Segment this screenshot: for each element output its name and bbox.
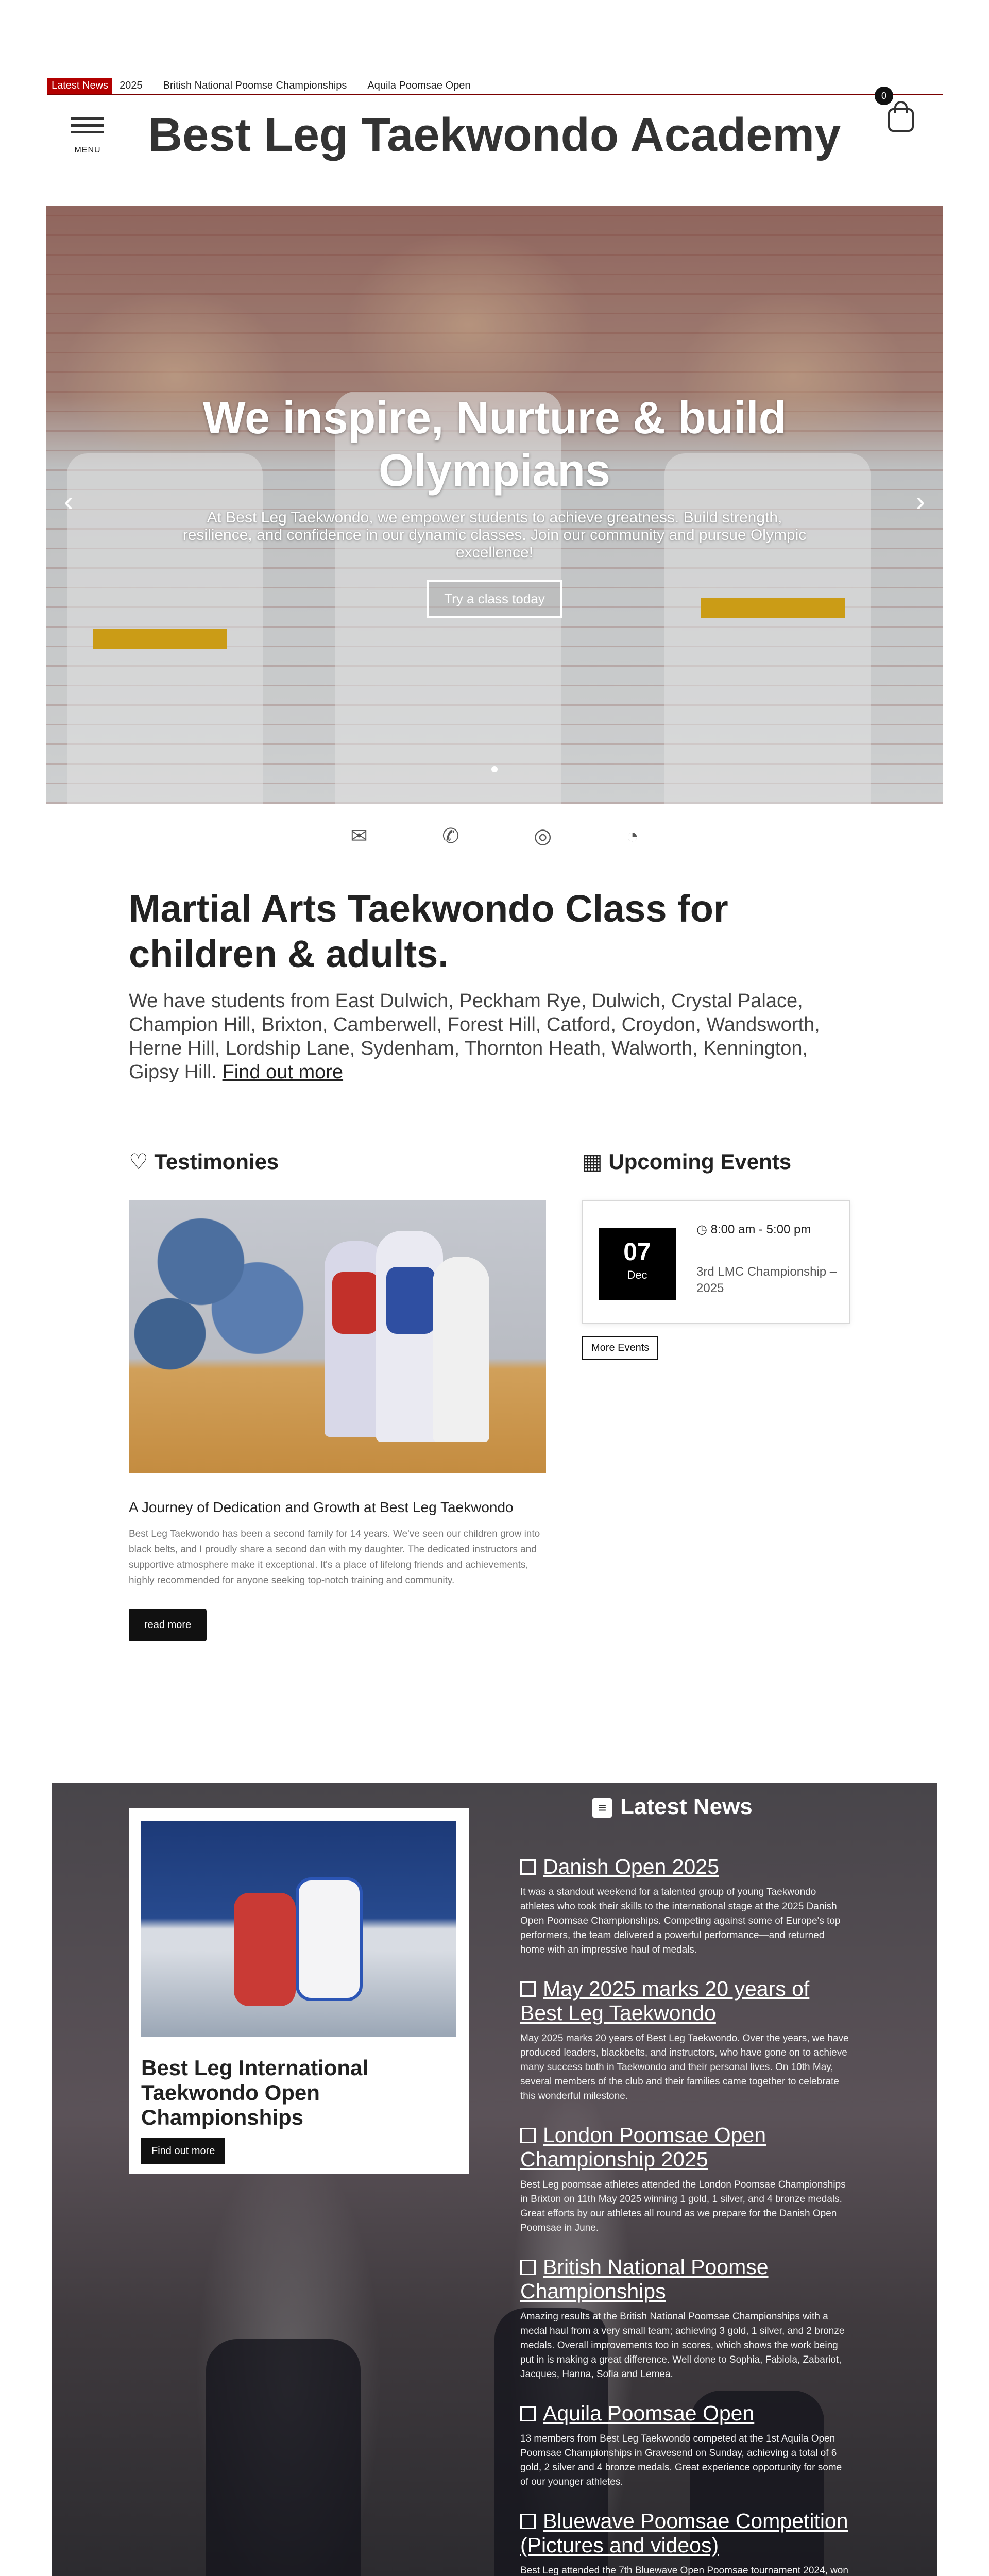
testimony-photo [129, 1200, 546, 1473]
news-item-text: Amazing results at the British National Poomsae Championships with a medal haul from a very small team; achieving 3 gold, 1 silver, and 2 bronze medals. Overall improvements too in scores, which shows the work being put in is making a great difference. Well done to Sophia, Fabiola, Zabariot, Jacques, Hanna, Sofia and Lemea. [520, 2311, 845, 2380]
document-icon [520, 1859, 536, 1875]
news-item[interactable] [520, 2509, 850, 2576]
event-title: 3rd LMC Championship – 2025 [696, 1265, 837, 1295]
slider-dots [46, 766, 943, 775]
news-item-text: 13 members from Best Leg Taekwondo competed at the 1st Aquila Open Poomsae Championships in Gravesend on Sunday, achieving a total of 6 gold, 2 silver and 4 bronze medals. Great experience opportunity for some of our younger athletes. [520, 2433, 842, 2487]
event-card[interactable] [582, 1200, 850, 1324]
testimonies-section [129, 1149, 546, 1641]
document-icon [520, 2406, 536, 2421]
news-item[interactable] [520, 2401, 850, 2489]
intro-text [129, 989, 840, 1084]
news-item-text: Best Leg poomsae athletes attended the London Poomsae Championships in Brixton on 11th May 2025 winning 1 gold, 1 silver, and 4 bronze medals. Great efforts by our athletes all round as we prepare for the Danish Open Poomsae in June. [520, 2179, 846, 2233]
ticker-item[interactable]: 2025 [120, 79, 143, 91]
events-section [582, 1149, 850, 1360]
intro-heading: Martial Arts Taekwondo Class for children & adults. [129, 887, 728, 975]
latest-news-section [52, 1783, 937, 2576]
email-icon[interactable]: ✉ [350, 825, 368, 848]
hero-text: At Best Leg Taekwondo, we empower students to achieve greatness. Build strength, resilience, and confidence in our dynamic classes. Join our community and pursue Olympic excellence! [182, 509, 807, 561]
event-date [599, 1228, 676, 1300]
news-list [520, 1855, 850, 2576]
news-item[interactable] [520, 2123, 850, 2235]
news-item-title[interactable]: Aquila Poomsae Open [543, 2401, 755, 2425]
document-icon [520, 2260, 536, 2275]
chevron-left-icon[interactable]: ‹ [64, 485, 74, 517]
testimonies-title: ♡ Testimonies [129, 1149, 279, 1174]
news-item-text: May 2025 marks 20 years of Best Leg Taekwondo. Over the years, we have produced leaders, blackbelts, and instructors, who have gone on to achieve many success both in Taekwondo and their personal lives. On 10th May, several members of the club and their families came together to celebrate this wonderful milestone. [520, 2033, 849, 2102]
social-links [0, 824, 989, 848]
document-icon [520, 1981, 536, 1997]
cart-count-badge: 0 [875, 87, 893, 105]
phone-icon[interactable]: ✆ [442, 825, 459, 848]
events-title: ▦ Upcoming Events [582, 1149, 792, 1174]
try-class-button[interactable]: Try a class today [427, 580, 562, 618]
site-title[interactable]: Best Leg Taekwondo Academy [148, 109, 841, 161]
event-day: 07 [623, 1239, 651, 1266]
cart-button[interactable] [881, 91, 917, 129]
clock-icon: ◷ [696, 1223, 707, 1236]
intro-section [129, 886, 840, 1084]
news-item[interactable] [520, 1855, 850, 1957]
whatsapp-icon[interactable]: ◔ [626, 825, 639, 848]
event-time: ◷ 8:00 am - 5:00 pm [696, 1223, 811, 1236]
event-month: Dec [627, 1268, 647, 1281]
news-item-title[interactable]: British National Poomse Championships [520, 2255, 769, 2303]
chevron-right-icon[interactable]: › [915, 485, 925, 517]
news-ticker [47, 77, 943, 95]
ticker-item[interactable]: Aquila Poomsae Open [367, 79, 471, 91]
intro-areas: We have students from East Dulwich, Peckham Rye, Dulwich, Crystal Palace, Champion Hill, Brixton, Camberwell, Forest Hill, Catford, Croydon, Wandsworth, Herne Hill, Lordship Lane, Sydenham, Thornton Heath, Walworth, Kennington, Gipsy Hill. [129, 990, 820, 1083]
document-icon [520, 2514, 536, 2529]
shopping-bag-icon [888, 108, 914, 132]
slider-dot[interactable] [491, 766, 498, 772]
find-out-more-link[interactable]: Find out more [222, 1061, 344, 1083]
news-item-title[interactable]: May 2025 marks 20 years of Best Leg Taekwondo [520, 1977, 810, 2025]
featured-news-card [129, 1808, 469, 2174]
hero-heading: We inspire, Nurture & build Olympians [202, 392, 787, 496]
heart-icon: ♡ [129, 1149, 148, 1174]
menu-label: MENU [74, 146, 101, 155]
news-item-text: Best Leg attended the 7th Bluewave Open Poomsae tournament 2024, won [520, 2565, 848, 2576]
ticker-label: Latest News [47, 78, 112, 94]
instagram-icon[interactable]: ◎ [534, 825, 552, 848]
featured-news-title: Best Leg International Taekwondo Open Championships [141, 2056, 369, 2129]
more-events-button[interactable]: More Events [582, 1336, 658, 1360]
calendar-icon: ▦ [582, 1149, 603, 1174]
news-icon: ≡ [592, 1798, 612, 1818]
news-item[interactable] [520, 2255, 850, 2382]
news-item-title[interactable]: London Poomsae Open Championship 2025 [520, 2123, 766, 2171]
hero-content [46, 392, 943, 618]
read-more-button[interactable]: read more [129, 1609, 207, 1641]
news-item-title[interactable]: Danish Open 2025 [543, 1855, 719, 1878]
document-icon [520, 2128, 536, 2143]
featured-find-out-more-button[interactable]: Find out more [141, 2138, 225, 2164]
testimony-caption: A Journey of Dedication and Growth at Best Leg Taekwondo [129, 1499, 514, 1515]
news-item-text: It was a standout weekend for a talented group of young Taekwondo athletes who took their skills to the international stage at the 2025 Danish Open Poomsae Championships. Competing against some of Europe's top performers, the team delivered a powerful performance—and returned home with an impressive haul of medals. [520, 1887, 841, 1955]
hero-slider [46, 206, 943, 804]
news-item-title[interactable]: Bluewave Poomsae Competition (Pictures and videos) [520, 2509, 848, 2557]
ticker-item[interactable]: British National Poomse Championships [163, 79, 347, 91]
testimony-text: Best Leg Taekwondo has been a second family for 14 years. We've seen our children grow into black belts, and I proudly share a second dan with my daughter. The dedicated instructors and supportive atmosphere make it exceptional. It's a place of lifelong friends and achievements, highly recommended for anyone seeking top-notch training and community. [129, 1529, 540, 1586]
news-item[interactable] [520, 1977, 850, 2104]
featured-news-photo [141, 1821, 456, 2037]
latest-news-title: ≡ Latest News [592, 1794, 753, 1820]
